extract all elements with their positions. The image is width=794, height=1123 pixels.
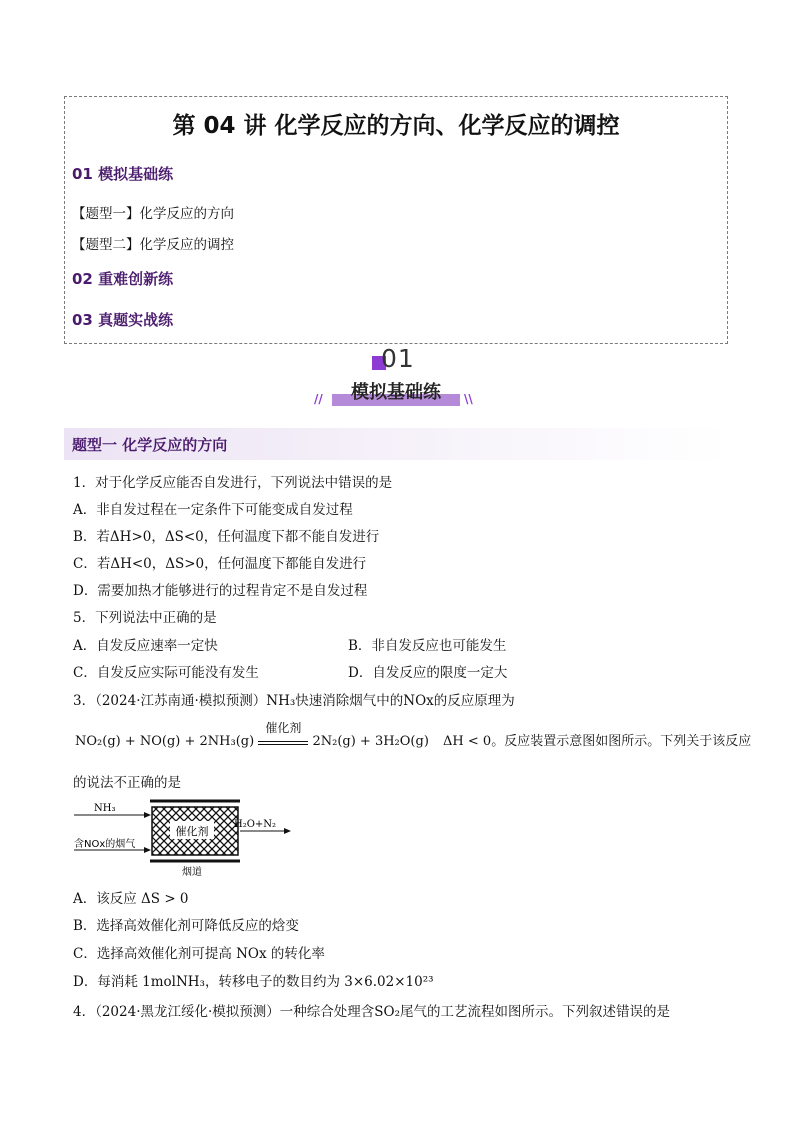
badge-title: 模拟基础练 (351, 382, 441, 403)
diagram-input-flue-gas: 含NOx的烟气 (74, 839, 136, 850)
badge-left-mark: // (314, 392, 323, 406)
question-2-stem: 5．下列说法中正确的是 (73, 610, 217, 626)
question-2-option-d[interactable]: D．自发反应的限度一定大 (348, 665, 508, 681)
question-1-option-d[interactable]: D．需要加热才能够进行的过程肯定不是自发过程 (73, 583, 368, 599)
equation-tail: ΔH < 0。反应装置示意图如图所示。下列关于该反应 (443, 734, 752, 749)
question-1-option-a[interactable]: A．非自发过程在一定条件下可能变成自发过程 (73, 502, 353, 518)
reactor-diagram (72, 797, 292, 879)
toc-section-1[interactable]: 01 模拟基础练 (72, 165, 174, 183)
toc-subitem-1[interactable]: 【题型一】化学反应的方向 (72, 206, 234, 222)
reaction-equation (75, 721, 752, 749)
equation-reactants: NO₂(g) + NO(g) + 2NH₃(g) (75, 734, 255, 749)
badge-title-bar (332, 378, 460, 406)
question-1-option-b[interactable]: B．若ΔH>0，ΔS<0，任何温度下都不能自发进行 (73, 529, 380, 545)
question-3-option-d[interactable]: D．每消耗 1molNH₃，转移电子的数目约为 3×6.02×10²³ (73, 974, 434, 990)
lesson-title: 第 04 讲 化学反应的方向、化学反应的调控 (172, 113, 620, 139)
question-3-option-c[interactable]: C．选择高效催化剂可提高 NOx 的转化率 (73, 946, 325, 962)
question-2-option-c[interactable]: C．自发反应实际可能没有发生 (73, 665, 259, 681)
question-4-stem: 4．（2024·黑龙江绥化·模拟预测）一种综合处理含SO₂尾气的工艺流程如图所示。下列叙述错误的是 (73, 1004, 671, 1020)
question-3-stem: 3．（2024·江苏南通·模拟预测）NH₃快速消除烟气中的NOx的反应原理为 (73, 693, 515, 709)
catalyst-label: 催化剂 (265, 721, 302, 735)
question-3-stem-continued: 的说法不正确的是 (73, 775, 181, 791)
diagram-core-label: 催化剂 (175, 825, 209, 838)
question-1-stem: 1．对于化学反应能否自发进行，下列说法中错误的是 (73, 475, 393, 491)
question-3-option-b[interactable]: B．选择高效催化剂可降低反应的焓变 (73, 918, 299, 934)
diagram-output: H₂O+N₂ (234, 819, 277, 830)
question-3-option-a[interactable]: A．该反应 ΔS > 0 (73, 891, 189, 907)
question-2-option-a[interactable]: A．自发反应速率一定快 (73, 638, 218, 654)
catalyst-arrow (258, 721, 308, 745)
equation-products: 2N₂(g) + 3H₂O(g) (312, 734, 429, 749)
section-header (64, 428, 728, 460)
toc-section-3[interactable]: 03 真题实战练 (72, 311, 174, 329)
toc-subitem-2[interactable]: 【题型二】化学反应的调控 (72, 237, 234, 253)
badge-number: 01 (381, 344, 415, 373)
diagram-input-nh3: NH₃ (94, 803, 116, 814)
diagram-flue-label: 烟道 (182, 867, 202, 878)
badge-right-mark: \\ (464, 392, 473, 406)
section-header-label: 题型一 化学反应的方向 (72, 436, 228, 454)
table-of-contents (64, 96, 728, 344)
question-2-option-b[interactable]: B．非自发反应也可能发生 (348, 638, 507, 654)
toc-section-2[interactable]: 02 重难创新练 (72, 270, 174, 288)
question-1-option-c[interactable]: C．若ΔH<0，ΔS>0，任何温度下都能自发进行 (73, 556, 367, 572)
